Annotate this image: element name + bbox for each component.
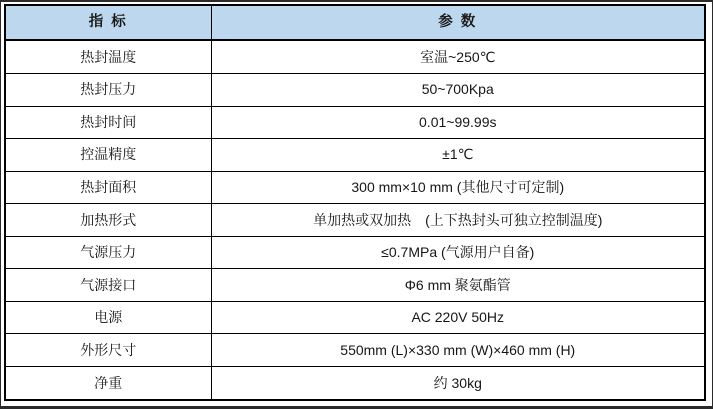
table-row (5, 366, 705, 400)
spec-value: 550mm (L)×330 mm (W)×460 mm (H) (211, 334, 705, 367)
spec-value: 300 mm×10 mm (其他尺寸可定制) (211, 171, 705, 204)
spec-label: 热封压力 (5, 73, 211, 106)
spec-label: 控温精度 (5, 139, 211, 172)
header-cell-parameter: 参 数 (211, 5, 705, 40)
table-row (5, 269, 705, 302)
table-row (5, 236, 705, 269)
spec-label: 热封时间 (5, 106, 211, 139)
spec-value: ≤0.7MPa (气源用户自备) (211, 236, 705, 269)
spec-value: Φ6 mm 聚氨酯管 (211, 269, 705, 302)
spec-table-body (5, 40, 705, 400)
spec-label: 气源接口 (5, 269, 211, 302)
spec-value: 约 30kg (211, 366, 705, 400)
spec-label: 电源 (5, 301, 211, 334)
spec-label: 热封面积 (5, 171, 211, 204)
table-row (5, 106, 705, 139)
spec-value: 0.01~99.99s (211, 106, 705, 139)
spec-value: AC 220V 50Hz (211, 301, 705, 334)
spec-value: 室温~250℃ (211, 40, 705, 73)
table-row (5, 171, 705, 204)
spec-label: 热封温度 (5, 40, 211, 73)
spec-table (4, 4, 706, 401)
table-row (5, 73, 705, 106)
spec-value: 单加热或双加热 (上下热封头可独立控制温度) (211, 204, 705, 237)
spec-value: ±1℃ (211, 139, 705, 172)
spec-value: 50~700Kpa (211, 73, 705, 106)
header-cell-indicator: 指 标 (5, 5, 211, 40)
table-row (5, 204, 705, 237)
spec-label: 外形尺寸 (5, 334, 211, 367)
table-row (5, 301, 705, 334)
spec-label: 净重 (5, 366, 211, 400)
spec-label: 气源压力 (5, 236, 211, 269)
table-row (5, 334, 705, 367)
table-row (5, 139, 705, 172)
spec-table-header (5, 5, 705, 40)
spec-label: 加热形式 (5, 204, 211, 237)
table-row (5, 40, 705, 73)
header-row (5, 5, 705, 40)
